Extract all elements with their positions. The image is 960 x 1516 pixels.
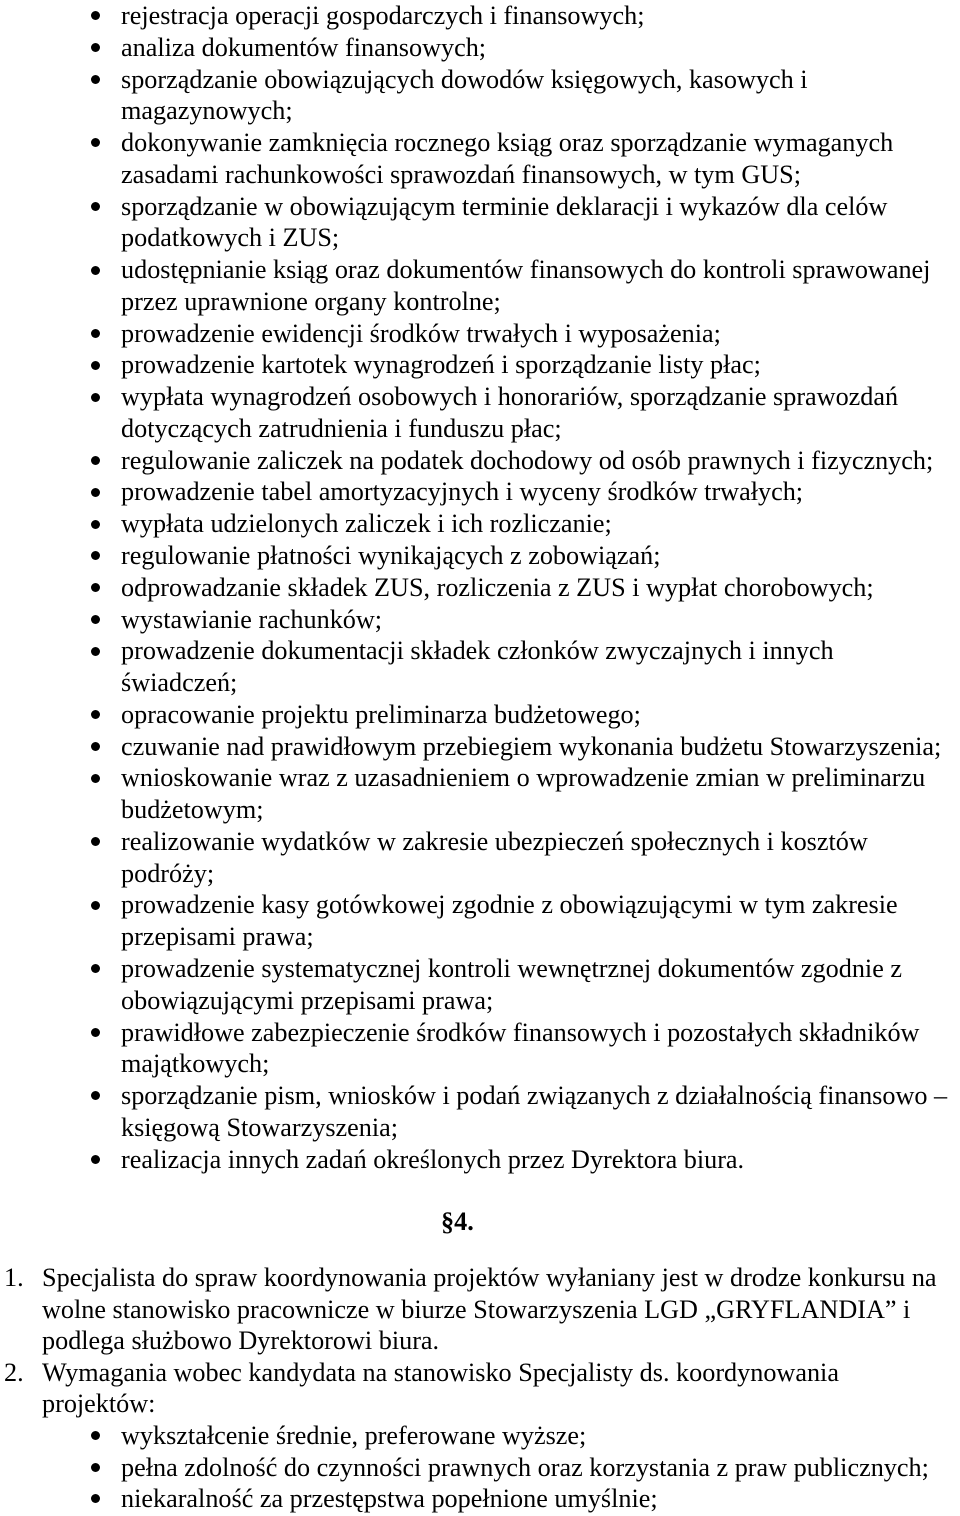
list-item <box>0 191 960 255</box>
section-body <box>0 1262 960 1515</box>
bullet-icon <box>91 488 100 497</box>
numbered-paragraph <box>0 1262 960 1357</box>
list-item <box>0 572 960 604</box>
list-item <box>0 826 960 890</box>
list-item-text: prawidłowe zabezpieczenie środków finansowych i pozostałych składników <box>121 1017 920 1047</box>
list-item-text: wystawianie rachunków; <box>121 604 383 634</box>
list-item <box>0 635 960 699</box>
list-item <box>0 476 960 508</box>
list-item <box>0 762 960 826</box>
list-item-text: regulowanie zaliczek na podatek dochodowy od osób prawnych i fizycznych; <box>121 445 934 475</box>
list-item <box>0 32 960 64</box>
list-item <box>0 953 960 1017</box>
bullet-icon <box>91 329 100 338</box>
list-item-text: świadczeń; <box>121 668 238 698</box>
bullet-icon <box>91 1028 100 1037</box>
list-item <box>0 508 960 540</box>
list-item <box>0 1144 960 1176</box>
list-item <box>0 445 960 477</box>
list-item <box>0 1420 960 1452</box>
section-heading: §4. <box>441 1207 474 1236</box>
list-item <box>0 349 960 381</box>
list-item <box>0 127 960 191</box>
bullet-icon <box>91 901 100 910</box>
list-item <box>0 1080 960 1144</box>
bullet-icon <box>91 1155 100 1164</box>
list-item-text: magazynowych; <box>121 96 293 126</box>
list-item <box>0 1483 960 1515</box>
list-item-text: sporządzanie w obowiązującym terminie deklaracji i wykazów dla celów <box>121 191 888 221</box>
paragraph-text: Specjalista do spraw koordynowania projektów wyłaniany jest w drodze konkursu na <box>42 1263 937 1292</box>
list-item-text: majątkowych; <box>121 1049 270 1079</box>
list-item <box>0 254 960 318</box>
list-item-text: pełna zdolność do czynności prawnych oraz korzystania z praw publicznych; <box>121 1452 929 1482</box>
list-item <box>0 1017 960 1081</box>
list-item-text: wnioskowanie wraz z uzasadnieniem o wprowadzenie zmian w preliminarzu <box>121 763 926 793</box>
list-item <box>0 64 960 128</box>
list-item-text: przez uprawnione organy kontrolne; <box>121 286 501 316</box>
list-item-text: realizacja innych zadań określonych przez Dyrektora biura. <box>121 1144 745 1174</box>
list-item-text: opracowanie projektu preliminarza budżetowego; <box>121 699 641 729</box>
bullet-icon <box>91 615 100 624</box>
list-item-text: prowadzenie dokumentacji składek członków zwyczajnych i innych <box>121 636 834 666</box>
list-item-text: niekaralność za przestępstwa popełnione umyślnie; <box>121 1484 658 1514</box>
list-item <box>0 1452 960 1484</box>
list-item-text: regulowanie płatności wynikających z zobowiązań; <box>121 541 661 571</box>
list-item-text: sporządzanie obowiązujących dowodów księgowych, kasowych i <box>121 64 808 94</box>
list-item-text: odprowadzanie składek ZUS, rozliczenia z ZUS i wypłat chorobowych; <box>121 572 874 602</box>
list-item-text: prowadzenie kasy gotówkowej zgodnie z obowiązującymi w tym zakresie <box>121 890 898 920</box>
list-item-text: prowadzenie tabel amortyzacyjnych i wyceny środków trwałych; <box>121 477 804 507</box>
bullet-icon <box>91 647 100 656</box>
bullet-icon <box>91 1463 100 1472</box>
list-item-text: analiza dokumentów finansowych; <box>121 32 487 62</box>
list-item-text: udostępnianie ksiąg oraz dokumentów finansowych do kontroli sprawowanej <box>121 255 931 285</box>
list-item-text: wykształcenie średnie, preferowane wyższe; <box>121 1420 587 1450</box>
list-item <box>0 699 960 731</box>
paragraph-text: projektów: <box>42 1389 156 1419</box>
bullet-icon <box>91 520 100 529</box>
list-item-text: wypłata udzielonych zaliczek i ich rozliczanie; <box>121 509 612 539</box>
list-item-text: podatkowych i ZUS; <box>121 223 340 253</box>
bullet-icon <box>91 202 100 211</box>
list-item-text: przepisami prawa; <box>121 922 314 952</box>
bullet-icon <box>91 393 100 402</box>
list-item-text: dokonywanie zamknięcia rocznego ksiąg oraz sporządzanie wymaganych <box>121 128 894 158</box>
bullet-icon <box>91 361 100 370</box>
list-item-text: prowadzenie systematycznej kontroli wewnętrznej dokumentów zgodnie z <box>121 953 902 983</box>
list-item-text: zasadami rachunkowości sprawozdań finansowych, w tym GUS; <box>121 159 801 189</box>
paragraph-text: wolne stanowisko pracownicze w biurze Stowarzyszenia LGD „GRYFLANDIA” i <box>42 1294 911 1324</box>
list-item-text: czuwanie nad prawidłowym przebiegiem wykonania budżetu Stowarzyszenia; <box>121 731 942 761</box>
list-item <box>0 540 960 572</box>
list-item-text: budżetowym; <box>121 795 264 825</box>
paragraph-number: 1. <box>4 1263 24 1292</box>
numbered-paragraph <box>0 1357 960 1420</box>
list-item-text: prowadzenie kartotek wynagrodzeń i sporządzanie listy płac; <box>121 350 761 380</box>
list-item-text: obowiązującymi przepisami prawa; <box>121 985 494 1015</box>
list-item <box>0 889 960 953</box>
list-item-text: realizowanie wydatków w zakresie ubezpieczeń społecznych i kosztów <box>121 826 868 856</box>
list-item-text: sporządzanie pism, wniosków i podań związanych z działalnością finansowo – <box>121 1081 948 1111</box>
list-item <box>0 318 960 350</box>
bullet-icon <box>91 742 100 751</box>
bullet-icon <box>91 774 100 783</box>
paragraph-number: 2. <box>4 1357 24 1387</box>
list-item-text: rejestracja operacji gospodarczych i finansowych; <box>121 1 645 30</box>
bullet-icon <box>91 266 100 275</box>
list-item <box>0 381 960 445</box>
paragraph-text: podlega służbowo Dyrektorowi biura. <box>42 1326 440 1356</box>
bullet-icon <box>91 75 100 84</box>
list-item-text: podróży; <box>121 858 215 888</box>
list-item <box>0 604 960 636</box>
list-item-text: wypłata wynagrodzeń osobowych i honorariów, sporządzanie sprawozdań <box>121 382 899 412</box>
numbered-paragraphs <box>0 1262 960 1420</box>
requirements-list <box>0 1420 960 1515</box>
list-item <box>0 0 960 32</box>
list-item-text: prowadzenie ewidencji środków trwałych i wyposażenia; <box>121 318 721 348</box>
list-item-text: księgową Stowarzyszenia; <box>121 1112 399 1142</box>
list-item <box>0 731 960 763</box>
list-item-text: dotyczących zatrudnienia i funduszu płac; <box>121 413 562 443</box>
paragraph-text: Wymagania wobec kandydata na stanowisko Specjalisty ds. koordynowania <box>42 1357 839 1387</box>
